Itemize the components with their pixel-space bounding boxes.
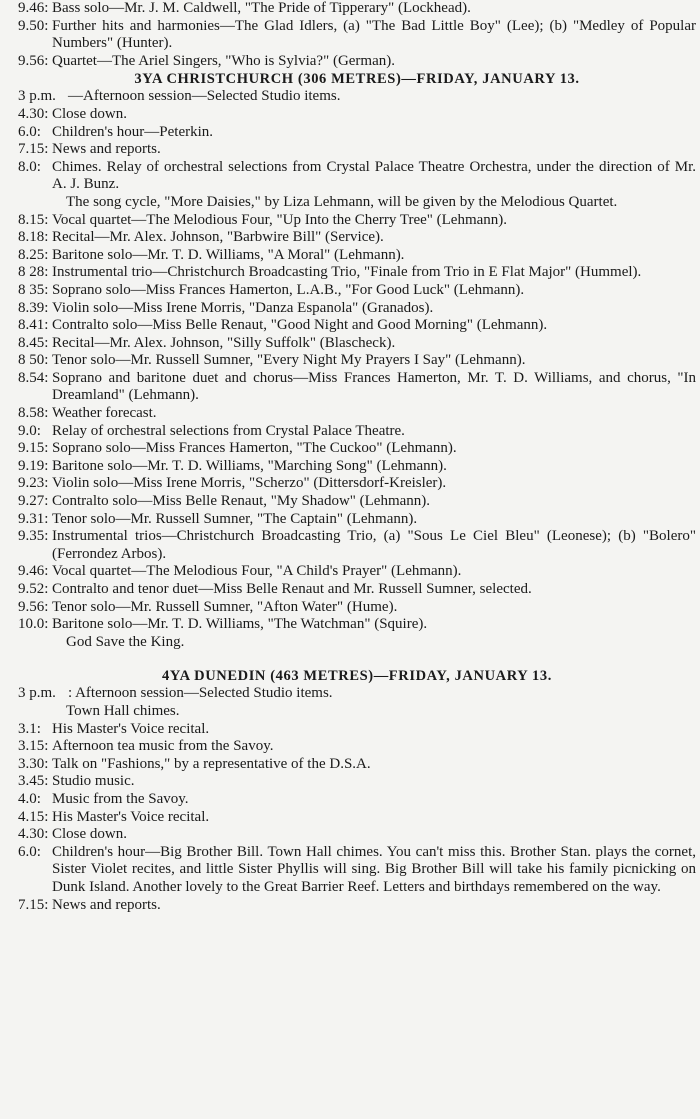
program-text: Bass solo—Mr. J. M. Caldwell, "The Pride of Tipperary" (Lockhead). [52, 0, 471, 16]
program-text: Afternoon tea music from the Savoy. [52, 738, 274, 755]
previous-program-entries [18, 0, 696, 70]
program-entry [18, 370, 696, 405]
program-entry [18, 300, 696, 318]
program-entry [18, 616, 696, 634]
program-entry [18, 721, 696, 739]
program-time: 9.23: [18, 475, 49, 492]
program-text: Vocal quartet—The Melodious Four, "Up Into the Cherry Tree" (Lehmann). [52, 211, 508, 228]
program-text: Recital—Mr. Alex. Johnson, "Silly Suffolk" (Blascheck). [52, 334, 396, 351]
program-note: The song cycle, "More Daisies," by Liza Lehmann, will be given by the Melodious Quartet. [66, 193, 618, 210]
program-time: 3 p.m. [18, 88, 56, 105]
program-entry [18, 773, 696, 791]
program-text: Studio music. [52, 773, 135, 790]
program-time: 9.27: [18, 493, 49, 510]
program-entry [18, 493, 696, 511]
program-entry [18, 423, 696, 441]
program-list-4ya [18, 685, 696, 914]
program-text: Contralto and tenor duet—Miss Belle Renaut and Mr. Russell Sumner, selected. [52, 581, 532, 597]
heading-3ya: 3YA CHRISTCHURCH (306 METRES)—FRIDAY, JANUARY 13. [134, 71, 580, 88]
program-entry [18, 0, 696, 18]
program-entry [18, 440, 696, 458]
program-text: Close down. [52, 826, 127, 843]
program-entry [18, 581, 696, 599]
program-time: 8.54: [18, 369, 49, 386]
program-text: Contralto solo—Miss Belle Renaut, "My Shadow" (Lehmann). [52, 493, 431, 510]
program-entry [18, 282, 696, 300]
program-text: Further hits and harmonies—The Glad Idlers, (a) "The Bad Little Boy" (Lee); (b) "Medley of Popular Numbers" (Hunter). [52, 17, 696, 52]
program-text: Children's hour—Peterkin. [52, 123, 214, 140]
program-entry [18, 528, 696, 563]
program-entry [18, 826, 696, 844]
program-entry [18, 264, 696, 282]
program-entry [18, 335, 696, 353]
program-text: Children's hour—Big Brother Bill. Town Hall chimes. You can't miss this. Brother Stan. plays the cornet, Sister Violet recites, and little Sister Phyllis will sing. Big Brother Bill will take his family picnicking on Dunk Island. Another lovely to the Great Barrier Reef. Letters and birthdays remembered on the way. [52, 843, 696, 895]
program-entry [18, 18, 696, 53]
program-note: Town Hall chimes. [66, 702, 180, 719]
program-time: 8.41: [18, 317, 49, 334]
program-time: 8.58: [18, 405, 49, 422]
program-entry [18, 405, 696, 423]
program-text: Relay of orchestral selections from Crystal Palace Theatre. [52, 422, 405, 439]
program-entry [18, 458, 696, 476]
program-entry [18, 791, 696, 809]
program-time: 8.0: [18, 158, 41, 175]
program-time: 8.39: [18, 299, 49, 316]
program-time: 9.46: [18, 563, 49, 580]
program-text: —Afternoon session—Selected Studio items. [68, 88, 341, 105]
program-text: Violin solo—Miss Irene Morris, "Scherzo" (Dittersdorf-Kreisler). [52, 475, 447, 492]
program-text: Soprano and baritone duet and chorus—Miss Frances Hamerton, Mr. T. D. Williams, and chorus, "In Dreamland" (Lehmann). [52, 369, 696, 404]
program-time: 9.15: [18, 440, 49, 457]
program-text: Music from the Savoy. [52, 790, 189, 807]
program-time: 9.56: [18, 598, 49, 615]
program-text: Quartet—The Ariel Singers, "Who is Sylvia?" (German). [52, 52, 395, 69]
program-entry [18, 229, 696, 247]
program-time: 6.0: [18, 843, 41, 860]
program-entry [18, 124, 696, 142]
program-entry [18, 88, 696, 106]
program-time: 9.0: [18, 422, 41, 439]
program-text: Recital—Mr. Alex. Johnson, "Barbwire Bill" (Service). [52, 229, 384, 246]
program-text: Talk on "Fashions," by a representative of the D.S.A. [52, 755, 371, 772]
program-entry [18, 247, 696, 265]
program-time: 8.45: [18, 334, 49, 351]
program-time: 8 28: [18, 264, 49, 281]
program-list-3ya [18, 88, 696, 651]
program-text: Tenor solo—Mr. Russell Sumner, "The Captain" (Lehmann). [52, 510, 418, 527]
program-text: Close down. [52, 105, 127, 122]
program-entry [18, 141, 696, 159]
program-time: 4.30: [18, 826, 49, 843]
program-text: Baritone solo—Mr. T. D. Williams, "The Watchman" (Squire). [52, 616, 428, 633]
program-entry [18, 317, 696, 335]
program-text: Soprano solo—Miss Frances Hamerton, L.A.B., "For Good Luck" (Lehmann). [52, 281, 525, 298]
program-time: 3.30: [18, 755, 49, 772]
program-entry [18, 756, 696, 774]
program-time: 3.1: [18, 720, 41, 737]
program-time: 3.45: [18, 773, 49, 790]
program-text: Contralto solo—Miss Belle Renaut, "Good Night and Good Morning" (Lehmann). [52, 317, 548, 334]
program-entry [18, 809, 696, 827]
program-text: News and reports. [52, 896, 161, 913]
program-text: Baritone solo—Mr. T. D. Williams, "A Moral" (Lehmann). [52, 246, 405, 263]
program-time: 9.50: [18, 17, 49, 34]
program-time: 9.19: [18, 457, 49, 474]
program-time: 7.15: [18, 896, 49, 913]
program-time: 9.35: [18, 528, 49, 545]
program-time: 3.15: [18, 738, 49, 755]
program-time: 4.30: [18, 105, 49, 122]
program-text: Tenor solo—Mr. Russell Sumner, "Afton Water" (Hume). [52, 598, 398, 615]
program-text: News and reports. [52, 141, 161, 158]
program-entry [18, 511, 696, 529]
program-time: 9.56: [18, 52, 49, 69]
program-text: Violin solo—Miss Irene Morris, "Danza Espanola" (Granados). [52, 299, 434, 316]
program-time: 8.18: [18, 229, 49, 246]
program-entry [18, 563, 696, 581]
program-time: 4.15: [18, 808, 49, 825]
program-text: Instrumental trios—Christchurch Broadcasting Trio, (a) "Sous Le Ciel Bleu" (Leonese); (b) "Bolero" (Ferrondez Arbos). [52, 528, 696, 562]
program-text: Weather forecast. [52, 405, 157, 422]
program-time: 8.15: [18, 211, 49, 228]
program-note: God Save the King. [66, 633, 185, 650]
program-time: 6.0: [18, 123, 41, 140]
program-entry [18, 475, 696, 493]
program-text: : Afternoon session—Selected Studio items. [68, 685, 333, 702]
program-time: 9.31: [18, 510, 49, 527]
program-entry [18, 897, 696, 915]
heading-4ya: 4YA DUNEDIN (463 METRES)—FRIDAY, JANUARY 13. [162, 668, 552, 685]
program-text: His Master's Voice recital. [52, 720, 210, 737]
program-entry [18, 599, 696, 617]
program-time: 7.15: [18, 141, 49, 158]
program-entry [18, 844, 696, 897]
program-text: Instrumental trio—Christchurch Broadcasting Trio, "Finale from Trio in E Flat Major" (Hummel). [52, 264, 642, 281]
program-time: 3 p.m. [18, 685, 56, 702]
program-time: 8 35: [18, 281, 49, 298]
program-text: Chimes. Relay of orchestral selections from Crystal Palace Theatre Orchestra, under the direction of Mr. A. J. Bunz. [52, 158, 696, 193]
program-text: Vocal quartet—The Melodious Four, "A Child's Prayer" (Lehmann). [52, 563, 462, 580]
program-text: His Master's Voice recital. [52, 808, 210, 825]
program-text: Soprano solo—Miss Frances Hamerton, "The Cuckoo" (Lehmann). [52, 440, 457, 457]
program-time: 8.25: [18, 246, 49, 263]
program-entry [18, 212, 696, 230]
program-entry [18, 685, 696, 703]
program-text: Tenor solo—Mr. Russell Sumner, "Every Night My Prayers I Say" (Lehmann). [52, 352, 526, 369]
program-time: 9.52: [18, 581, 49, 597]
program-time: 9.46: [18, 0, 49, 16]
program-entry [18, 738, 696, 756]
program-text: Baritone solo—Mr. T. D. Williams, "Marching Song" (Lehmann). [52, 457, 447, 474]
program-entry [18, 352, 696, 370]
program-entry [18, 53, 696, 71]
program-entry [18, 106, 696, 124]
program-time: 8 50: [18, 352, 49, 369]
program-time: 4.0: [18, 790, 41, 807]
program-time: 10.0: [18, 616, 49, 633]
program-entry [18, 159, 696, 194]
